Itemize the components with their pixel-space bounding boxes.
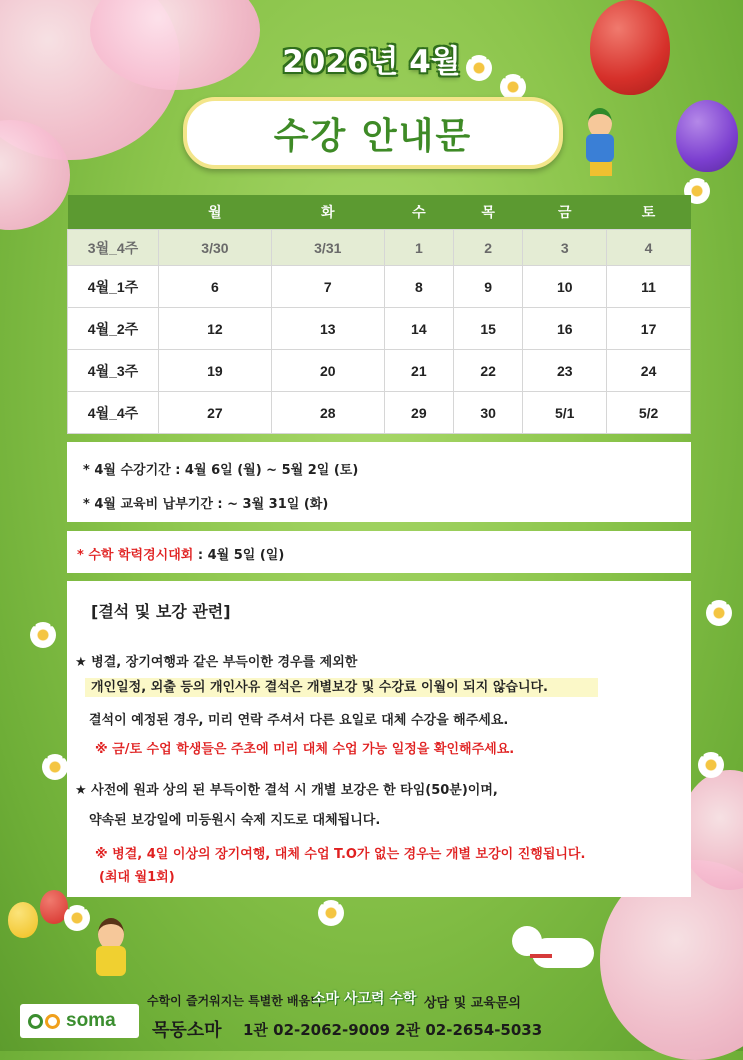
week-label: 4월_1주 — [68, 266, 159, 308]
date-cell: 16 — [523, 308, 607, 350]
date-cell: 3/30 — [159, 230, 272, 266]
footer-brand: 소마 사고력 수학 — [312, 991, 417, 1007]
branch-phone-numbers: 1관 02-2062-9009 2관 02-2654-5033 — [243, 1021, 543, 1039]
date-cell: 7 — [271, 266, 384, 308]
footer-inquiry: 상담 및 교육문의 — [424, 996, 521, 1011]
flower-icon — [318, 900, 344, 926]
policy-bullet-1: ★ 병결, 장기여행과 같은 부득이한 경우를 제외한 — [75, 655, 358, 670]
policy-highlight-text — [85, 676, 598, 695]
date-cell: 5/1 — [523, 392, 607, 434]
logo-mark-icon — [28, 1014, 60, 1029]
contest-date: : 4월 5일 (일) — [193, 548, 285, 563]
week-label: 4월_3주 — [68, 350, 159, 392]
policy-note-2: ※ 병결, 4일 이상의 장기여행, 대체 수업 T.O가 없는 경우는 개별 보강이 진행됩니다. — [95, 847, 586, 862]
date-cell: 20 — [271, 350, 384, 392]
flower-icon — [42, 754, 68, 780]
class-calendar-table — [67, 195, 691, 434]
branch-name: 목동소마 — [152, 1020, 222, 1041]
date-cell: 14 — [384, 308, 453, 350]
date-cell: 3 — [523, 230, 607, 266]
child-waving-icon — [92, 918, 132, 990]
week-label: 4월_4주 — [68, 392, 159, 434]
date-cell: 6 — [159, 266, 272, 308]
date-cell: 10 — [523, 266, 607, 308]
absence-section-title: [결석 및 보강 관련] — [91, 602, 231, 621]
title-banner — [183, 97, 563, 169]
week-label: 3월_4주 — [68, 230, 159, 266]
date-cell: 19 — [159, 350, 272, 392]
policy-bullet-2-line-2: 약속된 보강일에 미등원시 숙제 지도로 대체됩니다. — [89, 813, 381, 828]
calendar-row — [68, 350, 691, 392]
date-cell: 8 — [384, 266, 453, 308]
yellow-balloon-icon — [8, 902, 38, 938]
date-cell: 2 — [454, 230, 523, 266]
contest-line — [77, 544, 284, 563]
date-cell: 23 — [523, 350, 607, 392]
date-cell: 4 — [607, 230, 691, 266]
policy-bullet-1-line-3: 결석이 예정된 경우, 미리 연락 주셔서 다른 요일로 대체 수강을 해주세요. — [89, 713, 509, 728]
day-header: 토 — [607, 195, 691, 230]
purple-balloon-icon — [676, 100, 738, 172]
date-cell: 1 — [384, 230, 453, 266]
flower-icon — [698, 752, 724, 778]
policy-note-2-limit: (최대 월1회) — [99, 870, 175, 885]
contest-notice-panel — [67, 531, 691, 573]
calendar-row — [68, 266, 691, 308]
day-header: 수 — [384, 195, 453, 230]
payment-period-text: * 4월 교육비 납부기간 : ~ 3월 31일 (화) — [83, 497, 329, 512]
day-header: 월 — [159, 195, 272, 230]
date-cell: 21 — [384, 350, 453, 392]
week-label: 4월_2주 — [68, 308, 159, 350]
day-header: 화 — [271, 195, 384, 230]
soma-logo — [20, 1004, 139, 1038]
calendar-corner-cell — [68, 195, 159, 230]
policy-bullet-2: ★ 사전에 원과 상의 된 부득이한 결석 시 개별 보강은 한 타임(50분)이며, — [75, 783, 498, 798]
date-cell: 9 — [454, 266, 523, 308]
date-cell: 3/31 — [271, 230, 384, 266]
date-cell: 17 — [607, 308, 691, 350]
calendar-row — [68, 392, 691, 434]
date-cell: 30 — [454, 392, 523, 434]
date-cell: 15 — [454, 308, 523, 350]
absence-policy-panel — [67, 581, 691, 897]
logo-text: soma — [66, 1010, 116, 1031]
schedule-notice-panel — [67, 442, 691, 522]
calendar-row-prev-month — [68, 230, 691, 266]
day-header: 목 — [454, 195, 523, 230]
date-cell: 22 — [454, 350, 523, 392]
page-title: 수강 안내문 — [273, 115, 473, 157]
flower-icon — [30, 622, 56, 648]
contest-label: * 수학 학력경시대회 — [77, 548, 194, 563]
date-cell: 27 — [159, 392, 272, 434]
child-running-icon — [580, 108, 620, 188]
date-cell: 13 — [271, 308, 384, 350]
date-cell: 24 — [607, 350, 691, 392]
enrollment-period-text: * 4월 수강기간 : 4월 6일 (월) ~ 5월 2일 (토) — [83, 463, 359, 478]
policy-highlight: 개인일정, 외출 등의 개인사유 결석은 개별보강 및 수강료 이월이 되지 않습니다. — [85, 678, 598, 697]
dog-icon — [512, 922, 602, 978]
date-cell: 11 — [607, 266, 691, 308]
flower-icon — [706, 600, 732, 626]
calendar-row — [68, 308, 691, 350]
footer — [0, 982, 743, 1051]
date-cell: 12 — [159, 308, 272, 350]
day-header: 금 — [523, 195, 607, 230]
calendar-header-row — [68, 195, 691, 230]
date-cell: 28 — [271, 392, 384, 434]
date-cell: 5/2 — [607, 392, 691, 434]
footer-tagline: 수학이 즐거워지는 특별한 배움터 — [147, 994, 322, 1008]
date-cell: 29 — [384, 392, 453, 434]
policy-note-1: ※ 금/토 수업 학생들은 주초에 미리 대체 수업 가능 일정을 확인해주세요. — [95, 742, 515, 757]
flower-icon — [64, 905, 90, 931]
month-heading: 2026년 4월 — [282, 44, 461, 80]
